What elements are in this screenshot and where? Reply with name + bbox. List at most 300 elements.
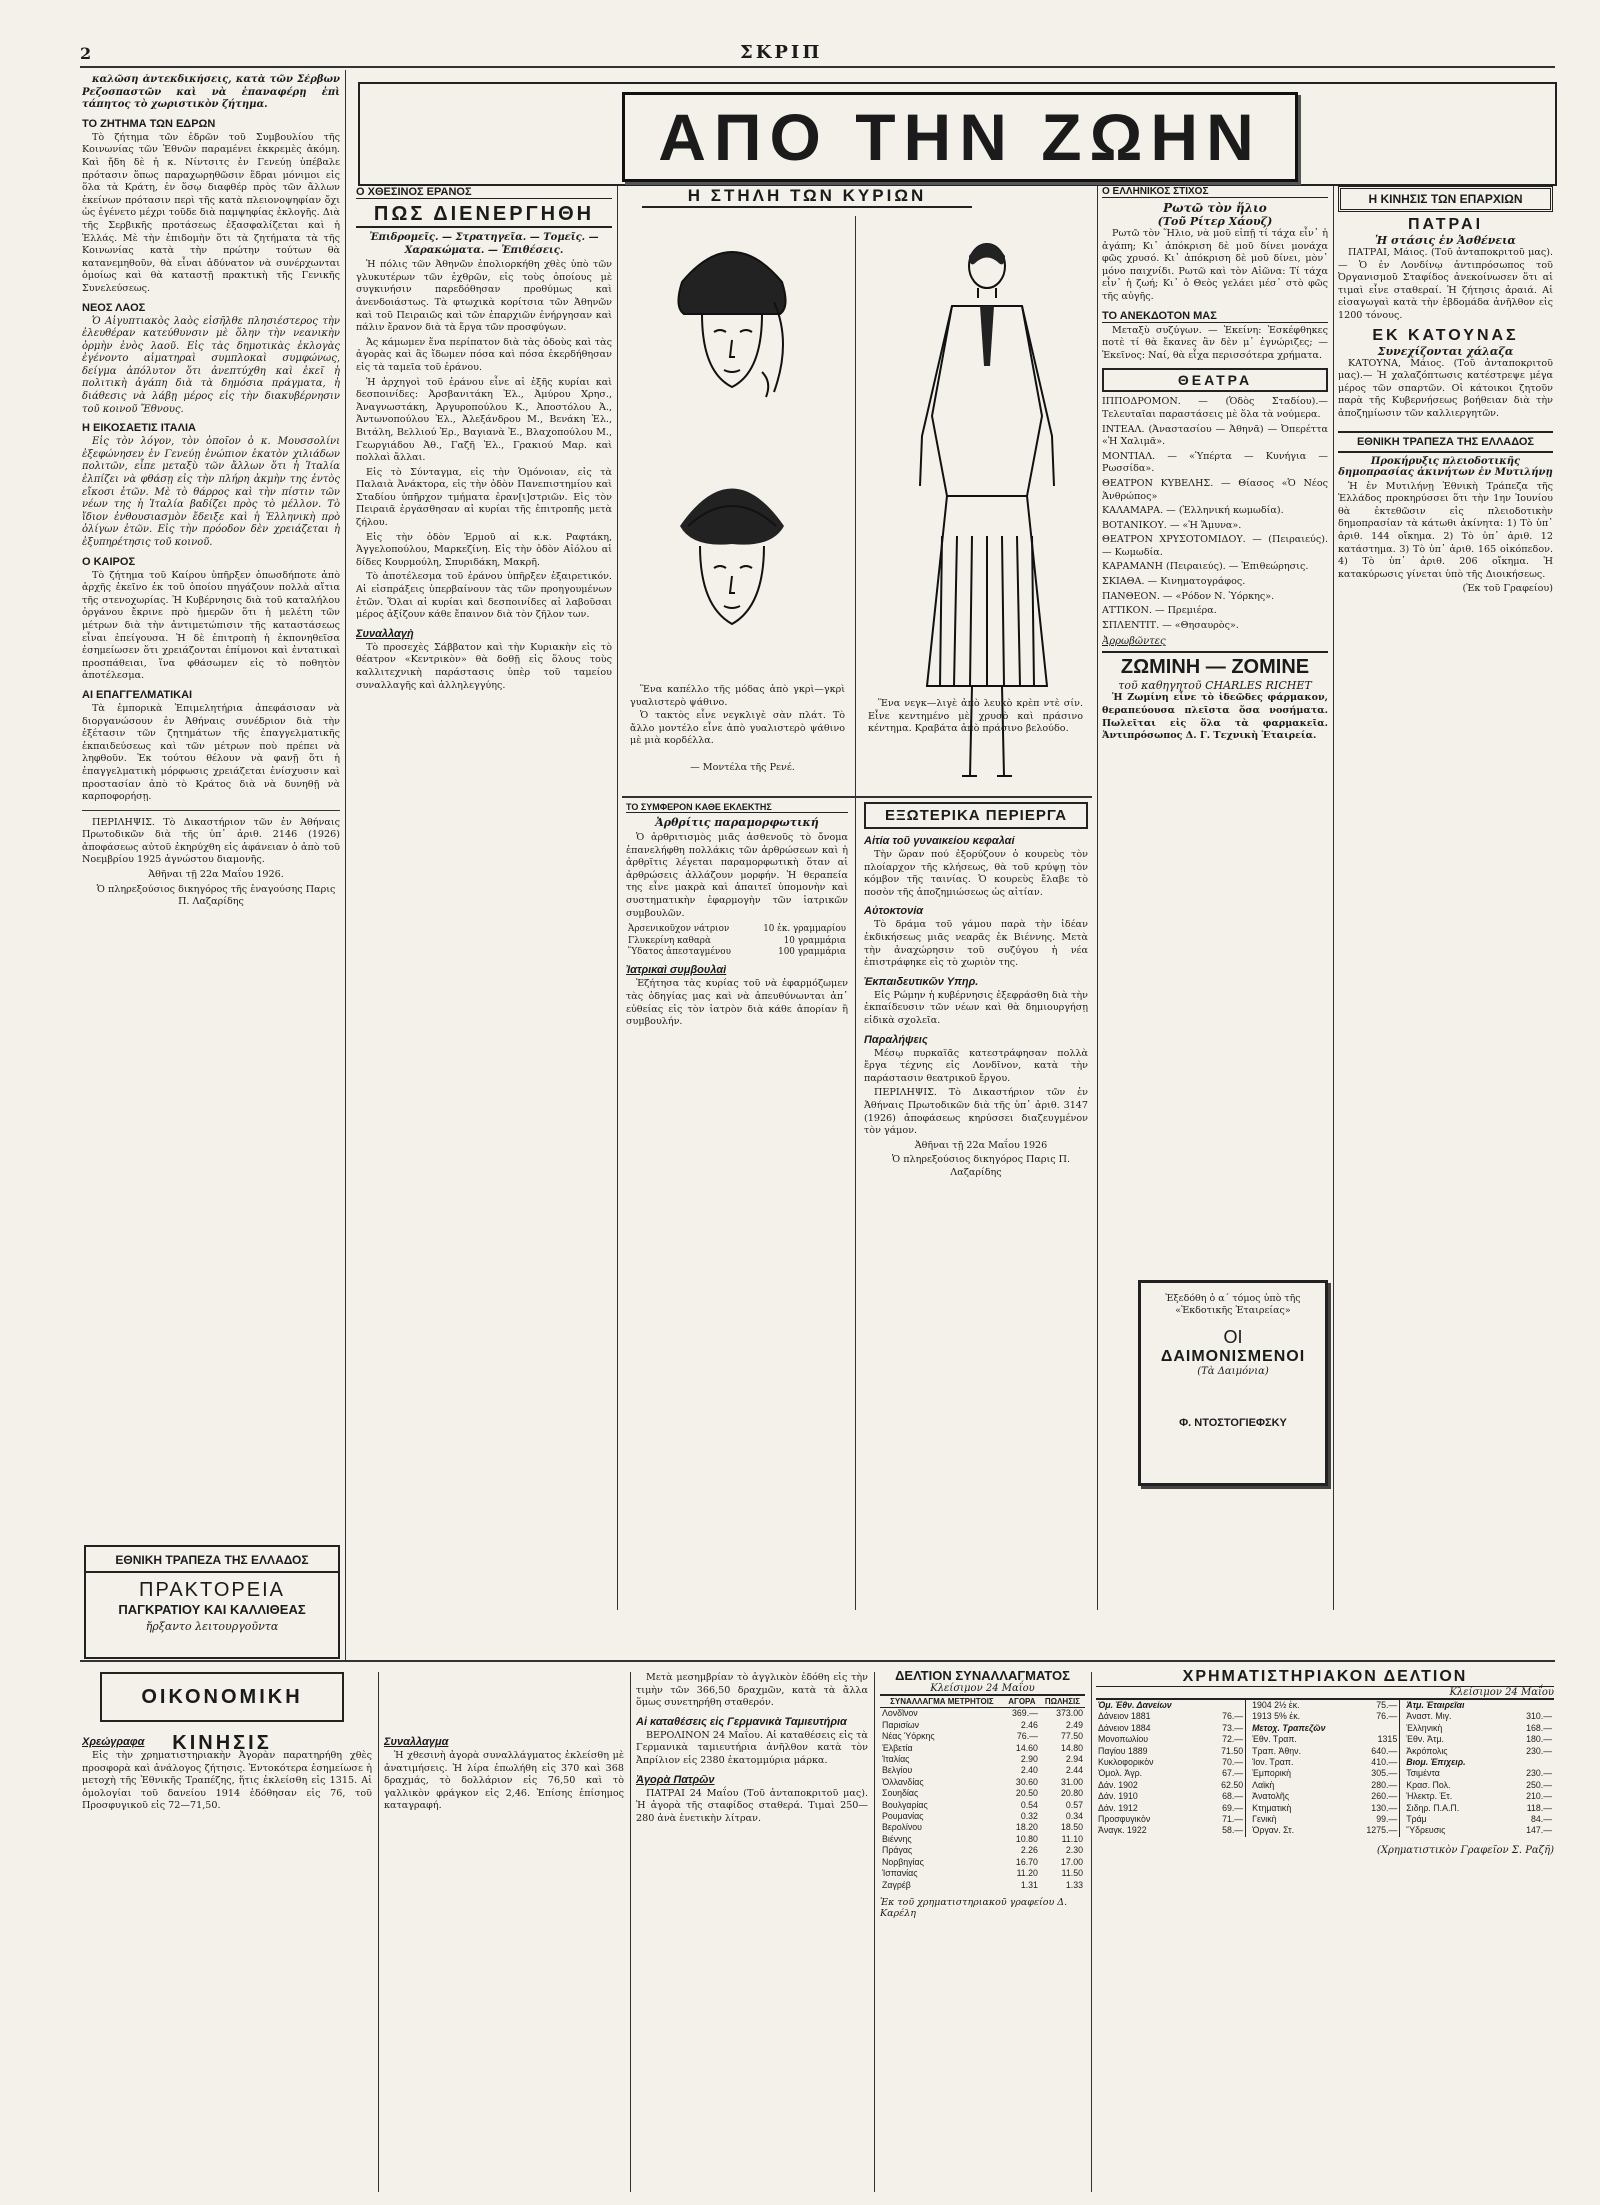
stock-name: Ὕδρευσις bbox=[1406, 1825, 1446, 1836]
foreign-title: ΕΞΩΤΕΡΙΚΑ ΠΕΡΙΕΡΓΑ bbox=[864, 802, 1088, 829]
stock-name: Κυκλοφορικὸν bbox=[1098, 1757, 1154, 1768]
stock-subtitle: Κλείσιμον 24 Μαΐου bbox=[1096, 1687, 1554, 1700]
stock-price: 62.50 bbox=[1221, 1779, 1244, 1790]
banner-inner bbox=[622, 92, 1298, 182]
ladies-title: Η ΣΤΗΛΗ ΤΩΝ ΚΥΡΙΩΝ bbox=[642, 186, 972, 208]
markets-text: ΒΕΡΟΛΙΝΟΝ 24 Μαΐου. Αἱ καταθέσεις εἰς τὰ Γερμανικὰ ταμιευτήρια ἀνῆλθον κατὰ τὸν Ἀπρίλιον εἰς 2380 ἑκατομμύρια μάρκα. bbox=[636, 1729, 868, 1766]
currency-name: Λονδῖνον bbox=[882, 1708, 918, 1719]
prescription-value: 10 γραμμάρια bbox=[783, 935, 846, 946]
hat-caption: Ὁ τακτὸς εἶνε νεγκλιγὲ σὰν πλάτ. Τὸ ἄλλο μοντέλο εἶνε ἀπὸ γυαλιστερὸ ψάθινο μὲ μιὰ κορδέλλα. bbox=[630, 710, 845, 747]
legal-notice: ΠΕΡΙΛΗΨΙΣ. Τὸ Δικαστήριον τῶν ἐν Ἀθήναις Πρωτοδικῶν διὰ τῆς ὑπ᾽ ἀριθ. 2146 (1926) ἀποφάσεως αὐτοῦ ἐκηρύχθη εἰς ἀφάνειαν ὁ ἀπὸ τοῦ Νοεμβρίου 1925 ἀγνώστου διαμονῆς. bbox=[82, 816, 340, 866]
stock-name: Δάν. 1910 bbox=[1098, 1791, 1138, 1802]
eranos-paragraph: Εἰς τὸ Σύνταγμα, εἰς τὴν Ὁμόνοιαν, εἰς τὰ Παλαιὰ Ἀνάκτορα, εἰς τὴν ὁδὸν Πανεπιστημίου καὶ Σταδίου ὑπῆρχον τμήματα ἐραν[ι]στριῶν. Εἰς τὸν Πειραιᾶ ἐργάσθησαν αἱ κυρίαι τῆς ἐπιτροπῆς μετὰ ζήλου. bbox=[356, 466, 612, 529]
eranos-paragraph: Τὸ ἀποτέλεσμα τοῦ ἐράνου ὑπῆρξεν ἐξαιρετικόν. Αἱ εἰσπράξεις ὑπερβαίνουν τὰς τῶν προηγουμένων ἐτῶν. Ὅλαι αἱ κυρίαι καὶ δεσποινίδες αἱ λαβοῦσαι μέρος ἀξίζουν κάθε ἔπαινον διὰ τὸν ζῆλον των. bbox=[356, 571, 612, 621]
stock-price: 67.— bbox=[1222, 1768, 1244, 1779]
stock-name: 1913 5% ἑκ. bbox=[1252, 1711, 1301, 1722]
stock-columns bbox=[1096, 1700, 1554, 1837]
foreign-item bbox=[864, 835, 1088, 899]
column-rule bbox=[345, 70, 346, 1660]
stock-price: 310.— bbox=[1526, 1711, 1552, 1722]
economy-left bbox=[82, 1730, 372, 2190]
stock-name: Κρασ. Πολ. bbox=[1406, 1779, 1451, 1790]
section-text: Τὸ ζήτημα τοῦ Καίρου ὑπῆρξεν ὁπωσδήποτε ἀπὸ ἀρχῆς ἐκεῖνο ἐκ τοῦ ὁποίου πηγάζουν πολλὰ αἴτια τῆς στενοχωρίας. Ἡ Κυβέρνησις διὰ τοῦ καταλήλου ὀργάνου ἔκρινε πρὸ ἡμερῶν ὅτι ἡ μελέτη τῶν μέτρων διὰ τὴν ἀντιμετώπισιν τῆς καταστάσεως εἶναι ἐπείγουσα. Ἡ δὲ ἐπιτροπὴ ἡ ἐκπονηθεῖσα ἐσημείωσεν ὅτι χρειάζονται ἐπίμονοι καὶ ἐντατικαὶ προσπάθειαι, ἵνα φθάσωμεν εἰς τὸ ποθητὸν ἀποτέλεσμα. bbox=[82, 569, 340, 682]
sell-rate: 1.33 bbox=[1065, 1879, 1083, 1890]
left-section bbox=[82, 556, 340, 683]
book-ad-line: (Τὰ Δαιμόνια) bbox=[1197, 1366, 1269, 1377]
stock-name: Δάνειον 1884 bbox=[1098, 1722, 1151, 1733]
page-number: 2 bbox=[80, 44, 92, 63]
stock-name: Μονοπωλίου bbox=[1098, 1734, 1149, 1745]
stock-row bbox=[1250, 1791, 1400, 1802]
buy-rate: 18.20 bbox=[1015, 1822, 1038, 1833]
provinces-column bbox=[1338, 186, 1553, 1606]
book-ad-author: Φ. ΝΤΟΣΤΟΓΙΕΦΣΚΥ bbox=[1179, 1417, 1287, 1429]
currency-name: Σουηδίας bbox=[882, 1788, 919, 1799]
stock-price: 68.— bbox=[1222, 1791, 1244, 1802]
stock-price: 280.— bbox=[1371, 1779, 1398, 1790]
buy-rate: 1.31 bbox=[1020, 1879, 1038, 1890]
stock-name: Παγίου 1889 bbox=[1098, 1745, 1148, 1756]
exchange-row bbox=[880, 1834, 1085, 1845]
exchange-footer: Ἐκ τοῦ χρηματιστηριακοῦ γραφείου Δ. Καρέλη bbox=[880, 1896, 1068, 1919]
column-rule bbox=[1097, 186, 1098, 1610]
stock-name: Ἀναγκ. 1922 bbox=[1098, 1825, 1147, 1836]
bottom-section-rule bbox=[80, 1660, 1555, 1662]
zomini-text: Ἡ Ζωμίνη εἶνε τὸ ἰδεῶδες φάρμακον, θεραπεύουσα πλεῖστα ὅσα νοσήματα. Πωλεῖται εἰς ὅλα τὰ φαρμακεῖα. Ἀντιπρόσωπος Δ. Γ. Τεχνικὴ Ἑταιρεία. bbox=[1102, 692, 1328, 742]
economy-middle bbox=[384, 1730, 624, 2190]
stock-table bbox=[1096, 1700, 1246, 1837]
exchange-row bbox=[880, 1868, 1085, 1879]
stock-name: Ὀμολ. Ἀγρ. bbox=[1098, 1768, 1143, 1779]
stock-row bbox=[1096, 1791, 1246, 1802]
exchange-subtitle: Κλείσιμον 24 Μαΐου bbox=[880, 1683, 1085, 1696]
anecdotes-text: Μεταξὺ συζύγων. — Ἐκείνη: Ἐσκέφθηκες ποτὲ τί θὰ ἔκανες ἂν δὲν μ᾽ ἐγνώριζες; — Ἐκεῖνος: Ναί, θὰ εἶχα περισσότερα χρήματα. bbox=[1102, 324, 1328, 361]
exchange-table bbox=[880, 1696, 1085, 1891]
economy-right-text: Μετὰ μεσημβρίαν τὸ ἀγγλικὸν ἐδόθη εἰς τὴν τιμὴν τῶν 366,50 δραχμῶν, κατὰ τὰ ἄλλα ὅμως συνετηρήθη σταθερόν. bbox=[636, 1672, 868, 1709]
theatre-entry: ΜΟΝΤΙΑΛ. — «Ὑπέρτα — Κυνήγια — Ρωσσίδα». bbox=[1102, 450, 1328, 475]
exchange-row bbox=[880, 1800, 1085, 1811]
stock-price: 1315 bbox=[1377, 1734, 1398, 1745]
theatre-entry: ΣΠΛΕΝΤΙΤ. — «Θησαυρὸς». bbox=[1102, 619, 1239, 631]
exchange-header-row bbox=[880, 1696, 1085, 1708]
hat-illustration bbox=[662, 222, 802, 422]
stock-row bbox=[1404, 1825, 1554, 1836]
stock-row bbox=[1404, 1734, 1554, 1745]
stock-row bbox=[1404, 1780, 1554, 1791]
stock-row bbox=[1096, 1723, 1246, 1734]
stock-price: 70.— bbox=[1222, 1757, 1244, 1768]
economy-title: ΟΙΚΟΝΟΜΙΚΗ ΚΙΝΗΣΙΣ bbox=[141, 1686, 303, 1754]
exchange-title: ΔΕΛΤΙΟΝ ΣΥΝΑΛΛΑΓΜΑΤΟΣ bbox=[895, 1668, 1070, 1683]
foreign-item-text: Εἰς Ρώμην ἡ κυβέρνησις ἐξεφράσθη διὰ τὴν ἐκπαίδευσιν τῶν νέων καὶ θὰ δημιουργήσῃ εἰδικὰ σχολεῖα. bbox=[864, 989, 1088, 1026]
stock-row bbox=[1250, 1780, 1400, 1791]
column-rule bbox=[1091, 1672, 1092, 2192]
foreign-item-text: Τὴν ὥραν πού ἐξορύζουν ὁ κουρεὺς τὸν πλοίαρχον τῆς κλήσεως, θὰ τοῦ κρύψῃ τὸν κόμβον τῆς ταινίας. Ὁ κουρεὺς ἔλαβε τὸ ποσὸν τῆς ἀποζημιώσεως ὡς αἰτίαν. bbox=[864, 849, 1088, 898]
foreign-item bbox=[864, 1034, 1088, 1086]
stock-price bbox=[1353, 1723, 1400, 1734]
buy-rate: 11.20 bbox=[1016, 1868, 1038, 1879]
prescription-value: 10 ἑκ. γραμμαρίου bbox=[763, 924, 846, 935]
eranos-subtitle: Ἐπιδρομεῖς. — Στρατηγεῖα. — Τομεῖς. — Χαρακώματα. — Ἐπιθέσεις. bbox=[369, 232, 599, 256]
left-section bbox=[82, 689, 340, 804]
foreign-item-title: Αἰτία τοῦ γυναικείου κεφαλαί bbox=[864, 835, 1015, 847]
left-section bbox=[82, 302, 340, 417]
currency-name: Βουλγαρίας bbox=[882, 1799, 928, 1810]
theatre-entry: ΘΕΑΤΡΟΝ ΧΡΥΣΟΤΟΜΙΔΟΥ. — (Πειραιεύς). — Κωμωδία. bbox=[1102, 534, 1328, 558]
currency-name: Ἰταλίας bbox=[882, 1754, 910, 1765]
stock-row bbox=[1404, 1757, 1554, 1768]
stock-name: Γενικὴ bbox=[1252, 1814, 1277, 1825]
column-rule bbox=[1333, 186, 1334, 1610]
column-rule bbox=[378, 1672, 379, 2192]
eranos-article bbox=[356, 186, 612, 1610]
zomini-title: ΖΩΜΙΝΗ — ZOMINE bbox=[1120, 656, 1310, 679]
stock-name: 1904 2½ ἑκ. bbox=[1252, 1700, 1300, 1710]
buy-rate: 10.80 bbox=[1015, 1833, 1038, 1844]
stock-name: Βιομ. Ἐπιχειρ. bbox=[1406, 1757, 1466, 1768]
theatres-title: ΘΕΑΤΡΑ bbox=[1102, 368, 1328, 392]
book-ad bbox=[1138, 1280, 1328, 1486]
stock-table bbox=[1250, 1700, 1400, 1837]
buy-rate: 76.— bbox=[1016, 1731, 1038, 1742]
bank-ad-title: ΕΘΝΙΚΗ ΤΡΑΠΕΖΑ ΤΗΣ ΕΛΛΑΔΟΣ bbox=[86, 1553, 338, 1573]
sympheron-title: Ἀρθρίτις παραμορφωτική bbox=[655, 816, 819, 829]
stock-row bbox=[1096, 1746, 1246, 1757]
stock-row bbox=[1404, 1791, 1554, 1802]
poetry-author: (Τοῦ Ρίτερ Χάουζ) bbox=[1157, 215, 1273, 228]
foreign-column bbox=[864, 802, 1088, 1602]
dress-caption: Ἕνα νεγκ—λιγὲ ἀπὸ λευκὸ κρὲπ ντὲ σίν. Εἶνε κεντημένο μὲ χρυσὸ καὶ πράσινο κέντημα. Κραβάτα ἀπὸ πράσινο βελούδο. bbox=[868, 698, 1083, 735]
exchange-row bbox=[880, 1731, 1085, 1742]
stock-name: Ἀναστ. Μιγ. bbox=[1406, 1711, 1452, 1722]
stock-name: Τσιμέντα bbox=[1406, 1768, 1440, 1779]
buy-rate: 16.70 bbox=[1015, 1856, 1038, 1867]
stock-row bbox=[1096, 1803, 1246, 1814]
prescription-value: 100 γραμμάρια bbox=[778, 946, 846, 957]
stock-price: 73.— bbox=[1222, 1722, 1244, 1733]
stock-row bbox=[1250, 1711, 1400, 1722]
poetry-column bbox=[1102, 186, 1328, 1266]
stock-row bbox=[1404, 1700, 1554, 1711]
sell-rate: 0.57 bbox=[1065, 1799, 1083, 1810]
prescription-row bbox=[626, 947, 848, 958]
sell-rate: 373.00 bbox=[1056, 1708, 1083, 1719]
stock-price: 180.— bbox=[1526, 1734, 1552, 1745]
stock-price: 147.— bbox=[1526, 1825, 1552, 1836]
stock-name: Ἀνατολῆς bbox=[1252, 1791, 1290, 1802]
paper-name: ΣΚΡΙΠ bbox=[740, 42, 823, 63]
eranos-paragraph: Ἡ πόλις τῶν Ἀθηνῶν ἐπολιορκήθη χθὲς ὑπὸ τῶν γλυκυτέρων τῶν ἐχθρῶν, εἰς τοὺς ὁποίους μὲ συγκινήσιν παρεδόθησαν προθύμως καὶ ἀνενδοιάστως. Τὰ φτωχικὰ κορίτσια τῶν Ἀθηνῶν καὶ τοῦ Πειραιῶς καὶ τῶν ἐπαρχιῶν ἐνήργησαν καὶ πάλιν ἔρανον διὰ τὰ ἔργα τῶν προσφύγων. bbox=[356, 259, 612, 334]
section-title: Η ΕΙΚΟΣΑΕΤΙΣ ΙΤΑΛΙΑ bbox=[82, 422, 196, 435]
stock-row bbox=[1250, 1825, 1400, 1836]
sympheron-label: ΤΟ ΣΥΜΦΕΡΟΝ ΚΑΘΕ ΕΚΛΕΚΤΗΣ bbox=[626, 802, 848, 813]
sell-rate: 77.50 bbox=[1060, 1731, 1083, 1742]
divider bbox=[622, 796, 1092, 798]
buy-rate: 2.40 bbox=[1020, 1765, 1038, 1776]
eranos-title: ΠΩΣ ΔΙΕΝΕΡΓΗΘΗ bbox=[356, 203, 612, 228]
patras-title: Ἀγορὰ Πατρῶν bbox=[636, 1773, 715, 1786]
left-section bbox=[82, 422, 340, 549]
stock-name: Ἐμπορικὴ bbox=[1252, 1768, 1291, 1779]
stock-row bbox=[1096, 1780, 1246, 1791]
theatre-entry: ΙΠΠΟΔΡΟΜΟΝ. — (Ὁδὸς Σταδίου).— Τελευταῖαι παραστάσεις μὲ ὅλα τὰ νούμερα. bbox=[1102, 396, 1328, 420]
foreign-item bbox=[864, 976, 1088, 1028]
stock-price: 99.— bbox=[1376, 1814, 1398, 1825]
hat-illustration bbox=[662, 456, 802, 656]
stock-name: Δάνειον 1881 bbox=[1098, 1711, 1151, 1722]
stock-row bbox=[1250, 1814, 1400, 1825]
exchange-row bbox=[880, 1857, 1085, 1868]
sympheron-text: Ὁ ἀρθριτισμὸς μιᾶς ἀσθενοῦς τὸ ὄνομα ἐπανελήφθη πολλάκις τῶν ἀρθρώσεων καὶ ἡ ἀρθρῖτις λέγεται παραμορφωτικὴ ὅταν αἱ ἀρθρώσεις ἀλλάζουν μορφήν. Ἡ θεραπεία της εἶνε μακρὰ καὶ ἀπαιτεῖ ὑπομονὴν καὶ συστηματικὴν ἐφαρμογὴν τῶν ἰατρικῶν συμβουλῶν. bbox=[626, 832, 848, 919]
sell-rate: 2.94 bbox=[1065, 1754, 1083, 1765]
stock-name: Μετοχ. Τραπεζῶν bbox=[1252, 1722, 1326, 1733]
stock-row bbox=[1250, 1803, 1400, 1814]
stock-name: Ἐθν. Τραπ. bbox=[1252, 1734, 1297, 1745]
stock-price bbox=[1208, 1700, 1246, 1711]
book-ad-line: ΟΙ bbox=[1223, 1327, 1243, 1347]
column-rule bbox=[855, 798, 856, 1610]
poetry-kicker: Ο ΕΛΛΗΝΙΚΟΣ ΣΤΙΧΟΣ bbox=[1102, 186, 1328, 198]
foreign-item-title: Ἐκπαιδευτικῶν Υπηρ. bbox=[864, 975, 979, 988]
stock-price: 640.— bbox=[1371, 1745, 1398, 1756]
zomini-ad bbox=[1102, 651, 1328, 742]
hat-caption: Ἕνα καπέλλο τῆς μόδας ἀπὸ γκρὶ—γκρὶ γυαλιστερὸ ψάθινο. bbox=[630, 684, 845, 708]
economy-section-title: Συναλλαγμα bbox=[384, 1736, 449, 1748]
book-ad-line: Ἐξεδόθη ὁ α´ τόμος ὑπὸ τῆς «Ἐκδοτικῆς Ἑταιρείας» bbox=[1165, 1293, 1301, 1316]
section-title: ΑΙ ΕΠΑΓΓΕΛΜΑΤΙΚΑΙ bbox=[82, 688, 193, 701]
sell-rate: 20.80 bbox=[1060, 1788, 1083, 1799]
stock-row bbox=[1250, 1723, 1400, 1734]
theatre-entry: ΑΤΤΙΚΟΝ. — Πρεμιέρα. bbox=[1102, 605, 1217, 617]
currency-name: Βιέννης bbox=[882, 1833, 912, 1844]
exchange-row bbox=[880, 1708, 1085, 1720]
bank-ad-left bbox=[84, 1545, 340, 1659]
stock-row bbox=[1096, 1700, 1246, 1711]
currency-name: Παρισίων bbox=[882, 1719, 920, 1730]
stock-name: Τραπ. Ἀθην. bbox=[1252, 1745, 1302, 1756]
perilipsis-text: ΠΕΡΙΛΗΨΙΣ. Τὸ Δικαστήριον τῶν ἐν Ἀθήναις Πρωτοδικῶν διὰ τῆς ὑπ᾽ ἀριθ. 3147 (1926) ἀποφάσεως κηρύσσει διαζευγμένον τὸν γάμον. bbox=[864, 1087, 1088, 1137]
bank-ad-line: ΠΡΑΚΤΟΡΕΙΑ bbox=[139, 1579, 285, 1601]
buy-rate: 20.50 bbox=[1015, 1788, 1038, 1799]
buy-rate: 369.— bbox=[1012, 1708, 1038, 1719]
stock-price: 1275.— bbox=[1366, 1825, 1398, 1836]
prescription-item: Γλυκερίνη καθαρὰ bbox=[628, 935, 711, 946]
exchange-row bbox=[880, 1765, 1085, 1776]
masthead bbox=[80, 44, 1550, 66]
bank-ad-place: ΠΑΓΚΡΑΤΙΟΥ ΚΑΙ ΚΑΛΛΙΘΕΑΣ bbox=[118, 1602, 306, 1617]
stock-price: 72.— bbox=[1222, 1734, 1244, 1745]
stock-price bbox=[1506, 1757, 1554, 1768]
stock-name: Ἐθν. Ἀτμ. bbox=[1406, 1734, 1444, 1745]
sell-rate: 31.00 bbox=[1060, 1776, 1083, 1787]
foreign-item-title: Παραλήψεις bbox=[864, 1033, 928, 1046]
stock-row bbox=[1096, 1814, 1246, 1825]
buy-rate: 0.54 bbox=[1020, 1799, 1038, 1810]
prescription-item: Ὕδατος ἀπεσταγμένου bbox=[628, 946, 731, 957]
provinces-bank-subtitle: Προκήρυξις πλειοδοτικῆς δημοπρασίας ἀκινήτων ἐν Μυτιλήνῃ bbox=[1338, 455, 1553, 478]
section-text: Ὁ Αἰγυπτιακὸς λαὸς εἰσῆλθε πλησιέστερος τὴν ἐλευθέραν κατεύθυνσιν μὲ ὅλην τὴν νεανικὴν ὁρμὴν ἑνὸς λαοῦ. Εἰς τὰς δημοτικὰς ἐκλογὰς ἐγένοντο αἱματηραὶ συμπλοκαὶ συμφώνως, δείγμα ἀπόλυτον ὅτι ἀνεπτύχθη καὶ ἐκεῖ ἡ πολιτικὴ ἀγάπη διὰ τὰ δημόσια πράγματα, ἡ διάθεσις νὰ λάβῃ μέρος εἰς τὴν διακυβέρνησιν τοῦ κοινοῦ Ἔθνους. bbox=[82, 315, 340, 415]
stock-price: 230.— bbox=[1526, 1768, 1552, 1779]
eranos-paragraph: Ἡ ἀρχηγοὶ τοῦ ἐράνου εἶνε αἱ ἑξῆς κυρίαι καὶ δεσποινίδες: Ἀρσβανιτάκη Ἐλ., Ἀμύρου Χρησ., Ἀναγνωστάκη, Ἀργυροπούλου Κ., Ἀποστόλου Ἀ., Ἀντωνοπούλου Ἐλ., Ἀλεξάνδρου Μ., Βενάκη Ἑλ., Βιτάλη, Βελλιού Ἐρ., Βαγιανὰ Ἐ., Βλαχοπούλου Μ., Γεωργιάδου Ἀθ., Γαζῆ Ἐλ., Γρακιού Μαρ. καὶ πολλαὶ ἄλλαι. bbox=[356, 376, 612, 464]
prescription-row bbox=[626, 936, 848, 947]
theatre-entry: ΘΕΑΤΡΟΝ ΚΥΒΕΛΗΣ. — Θίασος «Ὁ Νέος Ἀνθρώπος» bbox=[1102, 477, 1328, 502]
column-rule bbox=[617, 186, 618, 1610]
foreign-item-text: Μέσῳ πυρκαϊᾶς κατεστράφησαν πολλὰ ἔργα τέχνης εἰς Λονδῖνον, κατὰ τὴν παράστασιν θεατρικοῦ ἔργου. bbox=[864, 1047, 1088, 1084]
stock-name: Προσφυγικὸν bbox=[1098, 1814, 1151, 1825]
stock-name: Ὀργαν. Στ. bbox=[1252, 1825, 1295, 1836]
stock-name: Κτηματικὴ bbox=[1252, 1802, 1292, 1813]
theatre-entry: ΒΟΤΑΝΙΚΟΥ. — «Ἡ Ἄμυνα». bbox=[1102, 519, 1242, 531]
stock-price: 76.— bbox=[1376, 1711, 1398, 1722]
currency-name: Νέας Ὑόρκης bbox=[882, 1731, 935, 1742]
exchange-body bbox=[880, 1708, 1085, 1891]
exchange-row bbox=[880, 1811, 1085, 1822]
provinces-bank-sign: (Ἐκ τοῦ Γραφείου) bbox=[1462, 583, 1553, 595]
exchange-column-header: ΠΩΛΗΣΙΣ bbox=[1040, 1696, 1085, 1708]
section-title: ΤΟ ΖΗΤΗΜΑ ΤΩΝ ΕΔΡΩΝ bbox=[82, 117, 216, 130]
stock-name: Δάν. 1912 bbox=[1098, 1802, 1138, 1813]
exchange-row bbox=[880, 1743, 1085, 1754]
foreign-item bbox=[864, 905, 1088, 969]
exchange-row bbox=[880, 1720, 1085, 1731]
stock-name: Δάν. 1902 bbox=[1098, 1779, 1138, 1790]
stock-row bbox=[1096, 1734, 1246, 1745]
stock-price: 84.— bbox=[1530, 1814, 1552, 1825]
iatrikes-title: Ἰατρικαὶ συμβουλαὶ bbox=[626, 964, 727, 977]
stock-price: 250.— bbox=[1526, 1779, 1552, 1790]
city-title: ΠΑΤΡΑΙ bbox=[1407, 216, 1484, 233]
section-text: Εἰς τὸν λόγον, τὸν ὁποῖον ὁ κ. Μουσσολίνι ἐξεφώνησεν ἐν Γενεύῃ ἐνώπιον ἑκατὸν χιλιάδων πολιτῶν, εἶπε μεταξὺ τῶν ἄλλων ὅτι ἡ Ἰταλία ἐλπίζει νὰ φθάσῃ εἰς τὴν πλήρη ἀκμὴν της ἐντὸς εἴκοσι ἐτῶν. Μὲ τὸ θάρρος καὶ τὴν πίστιν τῶν νέων της ἡ Ἰταλία βαδίζει πρὸς τὸ μέλλον. Τὸ ἴδιον ἐνθουσιασμὸν ἔδειξε καὶ ἡ Ἑλληνικὴ πρὸ ὀλίγων ἐτῶν. Εἰς τὴν πρόοδον δὲν χρειάζεται ἡ ἐξυπηρέτησις τοῦ κοινοῦ. bbox=[82, 436, 340, 548]
city-title: ΕΚ ΚΑΤΟΥΝΑΣ bbox=[1372, 326, 1519, 344]
section-text: Τὸ ζήτημα τῶν ἑδρῶν τοῦ Συμβουλίου τῆς Κοινωνίας τῶν Ἐθνῶν παραμένει ἐκκρεμὲς ἀκόμη. Καὶ ἤδη δὲ ἡ κ. Νίντσιτς ἐν Γενεύῃ ὑπέβαλε πρότασιν ὅπως παραχωρηθῶσιν ἕδραι μόνιμοι εἰς ὅλα τὰ Κράτη, ἐν ὅσῳ διαφθέρ πρὸς τῶν ἄλλων ἐκείνων πρότασιν περὶ τῆς κατὰ πλειονοψηφίαν ὄχι ὡς ἐγένετο μέχρι τοῦδε διὰ παμψηφίας ἐκλογῆς. Διὰ τῆς Σερβικῆς προτάσεως ἐξασφαλίζεται καὶ ἡ Ἑλλάς. Μὲ τὴν ἐπιδομὴν ὅτι τὰ ζητήματα τὰ τῆς Κοινωνίας κατὰ τὴν πρώτην τούτων θὰ κατανεμηθοῦν, θὰ εἶναι ἀδύνατον νὰ συνέρχωνται ὁμοίως καὶ θὰ καταστῇ πρακτικὴ τῆς Γενικῆς Συνελεύσεως. bbox=[82, 131, 340, 294]
stock-price: 410.— bbox=[1371, 1757, 1398, 1768]
exchange-section bbox=[880, 1668, 1085, 2188]
sell-rate: 2.49 bbox=[1065, 1719, 1083, 1730]
anecdotes-title: ΤΟ ΑΝΕΚΔΟΤΟΝ ΜΑΣ bbox=[1102, 310, 1328, 323]
sell-rate: 18.50 bbox=[1060, 1822, 1083, 1833]
stock-row bbox=[1250, 1700, 1400, 1711]
bank-ad-status: ἤρξαντο λειτουργοῦντα bbox=[145, 1620, 279, 1633]
poetry-text: Ρωτῶ τὸν Ἥλιο, νὰ μοῦ εἰπῇ τί τάχα εἶν᾽ ἡ ἀγάπη; Κι᾽ ἀπόκριση δὲ μοῦ δίνει μονάχα φῶς χρυσό. Κι᾽ ἀπόκριση δὲ μοῦ δίνει, μὸν᾽ μόνο παιχνίδι. Ρωτῶ καὶ τὸν Αἰῶνα: Τί τάχα εἶν᾽ ἡ ζωή; Κι᾽ ὁ Θεὸς γελάει μέσ᾽ στὸ φῶς τῆς αὐγῆς. bbox=[1102, 228, 1328, 302]
stock-price bbox=[1506, 1700, 1554, 1711]
zomini-author: τοῦ καθηγητοῦ CHARLES RICHET bbox=[1118, 679, 1312, 693]
stock-row bbox=[1096, 1757, 1246, 1768]
stock-section bbox=[1096, 1668, 1554, 2188]
stock-price: 168.— bbox=[1526, 1722, 1552, 1733]
stock-title: ΧΡΗΜΑΤΙΣΤΗΡΙΑΚΟΝ ΔΕΛΤΙΟΝ bbox=[1096, 1668, 1554, 1687]
stock-row bbox=[1096, 1711, 1246, 1722]
exchange-column-header: ΑΓΟΡΑ bbox=[1004, 1696, 1040, 1708]
sell-rate: 0.34 bbox=[1065, 1811, 1083, 1822]
perilipsis-date: Ἀθῆναι τῇ 22α Μαΐου 1926 bbox=[914, 1139, 1048, 1151]
economy-section-title: Χρεώγραφα bbox=[82, 1736, 145, 1748]
sympheron-column bbox=[626, 802, 848, 1602]
stock-row bbox=[1096, 1768, 1246, 1779]
stock-name: Λαϊκὴ bbox=[1252, 1779, 1275, 1790]
eranos-paragraph: Εἰς τὴν ὁδὸν Ἑρμοῦ αἱ κ.κ. Ραφτάκη, Ἀγγελοπούλου, Μαρκεζίνη. Εἰς τὴν ὁδὸν Αἰόλου αἱ δίδες Κουρμούλη, Σπυριδάκη, Μακρῆ. bbox=[356, 531, 612, 568]
prescription-table bbox=[626, 924, 848, 958]
iatrikes-text: Ἐζήτησα τὰς κυρίας τοῦ νὰ ἐφαρμόζωμεν τὰς ὁδηγίας μας καὶ νὰ ἀπευθύνωνται ἀπ᾽ εὐθείας εἰς τὸν ἰατρὸν διὰ κάθε ἀπορίαν ἢ συμβουλήν. bbox=[626, 978, 848, 1028]
theatre-entry: ΣΚΙΑΘΑ. — Κινηματογράφος. bbox=[1102, 576, 1246, 588]
currency-name: Νορβηγίας bbox=[882, 1856, 924, 1867]
stock-row bbox=[1250, 1734, 1400, 1745]
currency-name: Ζαγρέβ bbox=[882, 1879, 911, 1890]
prescription-row bbox=[626, 924, 848, 935]
prescription-item: Ἀρσενικοῦχον νάτριον bbox=[628, 924, 730, 935]
stock-price: 118.— bbox=[1526, 1802, 1552, 1813]
sell-rate: 11.10 bbox=[1061, 1833, 1083, 1844]
exchange-row bbox=[880, 1788, 1085, 1799]
column-rule bbox=[874, 1672, 875, 2192]
eranos-kicker: Ο ΧΘΕΣΙΝΟΣ ΕΡΑΝΟΣ bbox=[356, 186, 612, 199]
exchange-row bbox=[880, 1880, 1085, 1891]
stock-price: 260.— bbox=[1371, 1791, 1398, 1802]
currency-name: Ἰσπανίας bbox=[882, 1868, 918, 1879]
currency-name: Βελγίου bbox=[882, 1765, 913, 1776]
economy-right bbox=[636, 1672, 868, 2192]
section-text: Τὰ ἐμπορικὰ Ἐπιμελητήρια ἀπεφάσισαν νὰ διοργανώσουν ἐν Ἀθήναις συνέδριον διὰ τὴν ἐξέτασιν τῶν ζητημάτων τῆς ἐπαγγελματικῆς ἐκπαιδεύσεως καὶ τῶν μέτρων ποὺ πρέπει νὰ ληφθοῦν. Ἐκ τούτου θέλουν νὰ φανῇ ὅτι ἡ ἐπαγγελματικὴ μόρφωσις χρειάζεται ἐνίσχυσιν καὶ προστασίαν ἀπὸ τὸ Κράτος διὰ νὰ δυνηθῇ νὰ καρποφορήσῃ. bbox=[82, 702, 340, 803]
stock-row bbox=[1404, 1746, 1554, 1757]
markets-title: Αἱ καταθέσεις εἰς Γερμανικὰ Ταμιευτήρια bbox=[636, 1715, 847, 1728]
city-subtitle: Ἡ στάσις ἐν Ἀσθένεια bbox=[1375, 234, 1516, 247]
sell-rate: 17.00 bbox=[1060, 1856, 1083, 1867]
stock-name: Ἰον. Τραπ. bbox=[1252, 1757, 1294, 1768]
foreign-item-title: Αὐτοκτονία bbox=[864, 905, 924, 918]
left-column bbox=[82, 74, 340, 1624]
column-rule bbox=[630, 1672, 631, 2192]
stock-row bbox=[1096, 1825, 1246, 1836]
stock-price: 230.— bbox=[1526, 1745, 1552, 1756]
provinces-title: Η ΚΙΝΗΣΙΣ ΤΩΝ ΕΠΑΡΧΙΩΝ bbox=[1338, 186, 1553, 212]
city-subtitle: Συνεχίζονται χάλαζα bbox=[1377, 344, 1514, 358]
stock-name: Σιδηρ. Π.Α.Π. bbox=[1406, 1802, 1460, 1813]
provinces-bank-text: Ἡ ἐν Μυτιλήνῃ Ἐθνικὴ Τράπεζα τῆς Ἑλλάδος προκηρύσσει ὅτι τὴν 1ην Ἰουνίου θὰ ἐκτεθῶσιν εἰς πλειοδοτικὴν δημοπρασίαν τὰ κάτωθι ἀκίνητα: 1) Τὸ ὑπ᾽ ἀριθ. 144 οἴκημα. 2) Τὸ ὑπ᾽ ἀριθ. 12 κατάστημα. 3) Τὸ ὑπ᾽ ἀριθ. 165 οἰκόπεδον. 4) Τὸ ὑπ᾽ ἀριθ. 206 οἴκημα. Ἡ κατακύρωσις γίνεται ὑπὸ τῆς Διοικήσεως. bbox=[1338, 480, 1553, 580]
buy-rate: 2.90 bbox=[1020, 1754, 1038, 1765]
stock-row bbox=[1404, 1723, 1554, 1734]
buy-rate: 2.46 bbox=[1020, 1719, 1038, 1730]
currency-name: Βερολίνου bbox=[882, 1822, 922, 1833]
sell-rate: 11.50 bbox=[1061, 1868, 1083, 1879]
stock-name: Ὁμ. Ἐθν. Δανείων bbox=[1098, 1700, 1172, 1710]
stock-name: Ἀτμ. Ἑταιρεῖαι bbox=[1406, 1700, 1465, 1710]
foreign-item-text: Τὸ δράμα τοῦ γάμου παρὰ τὴν ἰδέαν ἐκδικήσεως μιᾶς νεαρᾶς ἐκ Βιέννης. Μετὰ τὴν ἀναχώρησιν τοῦ συζύγου ἡ νέα ἐπιστράφηκε εἰς τὸ χωριὸν της. bbox=[864, 919, 1088, 969]
eranos-paragraph: Ἀς κάμωμεν ἕνα περίπατον διὰ τὰς ὁδοὺς καὶ τὰς ἀγορὰς καὶ ἂς ἴδωμεν πόσα καὶ πόσα ἐκερδήθησαν εἰς τὰ ταμεῖα τοῦ ἐράνου. bbox=[356, 336, 612, 373]
exchange-row bbox=[880, 1822, 1085, 1833]
currency-name: Πράγας bbox=[882, 1845, 913, 1856]
stock-row bbox=[1404, 1768, 1554, 1779]
stock-price: 71.— bbox=[1222, 1814, 1244, 1825]
currency-name: Ἑλβετία bbox=[882, 1742, 913, 1753]
stock-row bbox=[1250, 1768, 1400, 1779]
stock-price: 305.— bbox=[1371, 1768, 1398, 1779]
provinces-bank-title: ΕΘΝΙΚΗ ΤΡΑΠΕΖΑ ΤΗΣ ΕΛΛΑΔΟΣ bbox=[1338, 431, 1553, 453]
section-title: ΝΕΟΣ ΛΑΟΣ bbox=[82, 301, 146, 314]
divider bbox=[82, 810, 340, 811]
synallagi-text: Τὸ προσεχὲς Σάββατον καὶ τὴν Κυριακὴν εἰς τὸ θέατρον «Κεντρικὸν» θὰ δοθῇ εἰς ὅλους τοὺς καλλιτεχνικὴ παράστασις ὑπὲρ τοῦ ταμείου συναλλαγῆς καὶ ἀλληλεγγύης. bbox=[356, 641, 612, 691]
patras-text: ΠΑΤΡΑΙ 24 Μαΐου (Τοῦ ἀνταποκριτοῦ μας). Ἡ ἀγορὰ τῆς σταφίδος σταθερά. Τιμαὶ 250—280 ἀνὰ ἑνετικὴν λίτραν. bbox=[636, 1787, 868, 1824]
banner-frame bbox=[358, 82, 1557, 186]
buy-rate: 30.60 bbox=[1015, 1776, 1038, 1787]
city-text: ΚΑΤΟΥΝΑ, Μάιος. (Τοῦ ἀνταποκριτοῦ μας).— Ἡ χαλαζόπτωσις κατέστρεψε μέγα μέρος τῶν σπαρτῶν. Οἱ κάτοικοι ζητοῦν παρὰ τῆς Κυβερνήσεως βοήθειαν διὰ τὴν ἀποζημίωσιν τῶν καλλιεργητῶν. bbox=[1338, 357, 1553, 419]
poetry-title: Ρωτῶ τὸν ἥλιο bbox=[1163, 201, 1267, 215]
sell-rate: 14.80 bbox=[1060, 1742, 1083, 1753]
stock-price: 71.50 bbox=[1221, 1745, 1244, 1756]
perilipsis-sign: Ὁ πληρεξούσιος δικηγόρος Παρις Π. Λαζαρίδης bbox=[891, 1154, 1071, 1178]
theatre-entry: ΚΑΛΑΜΑΡΑ. — (Ἑλληνική κωμωδία). bbox=[1102, 505, 1284, 517]
left-intro: καλῶση ἀντεκδικήσεις, κατὰ τῶν Σέρβων Ρεζοσπαστῶν καὶ νὰ ἐπαναφέρῃ ἐπὶ τάπητος τὸ χωριστικὸν ζήτημα. bbox=[82, 74, 340, 111]
banner-title: ΑΠΟ ΤΗΝ ΖΩΗΝ bbox=[658, 100, 1262, 174]
stock-price: 69.— bbox=[1222, 1802, 1244, 1813]
